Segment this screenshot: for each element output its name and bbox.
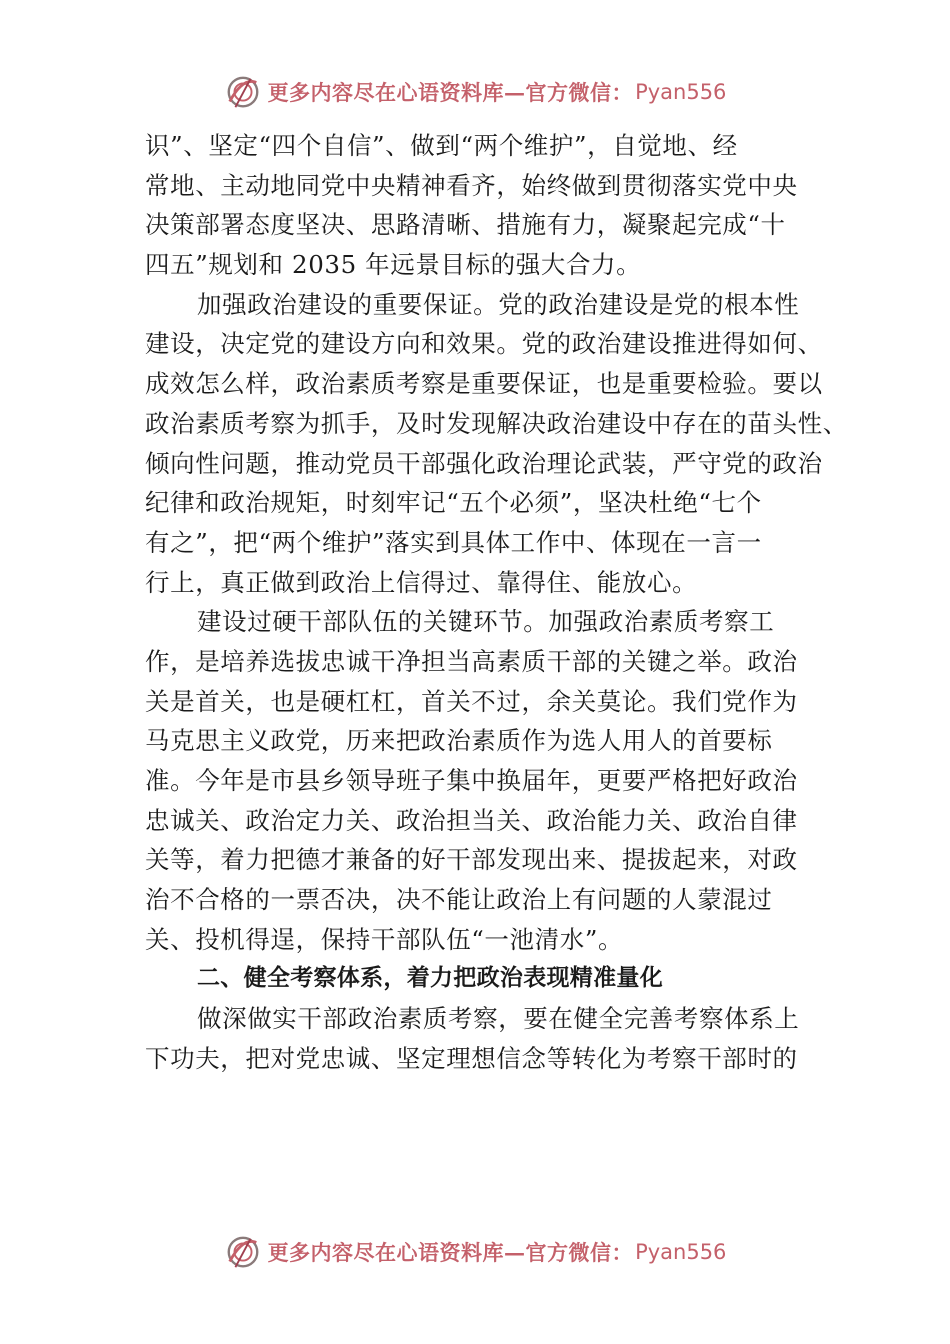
text-line: 纪律和政治规矩，时刻牢记“五个必须”，坚决杜绝“七个 — [145, 488, 762, 518]
text-line: 建设，决定党的建设方向和效果。党的政治建设推进得如何、 — [145, 329, 823, 359]
text-line: 马克思主义政党，历来把政治素质作为选人用人的首要标 — [145, 726, 773, 756]
logo-icon — [224, 1233, 262, 1271]
text-line: 成效怎么样，政治素质考察是重要保证，也是重要检验。要以 — [145, 369, 823, 399]
text-line: 加强政治建设的重要保证。党的政治建设是党的根本性 — [197, 289, 800, 319]
text-line: 下功夫，把对党忠诚、坚定理想信念等转化为考察干部时的 — [145, 1043, 798, 1073]
text-line: 决策部署态度坚决、思路清晰、措施有力，凝聚起完成“十 — [145, 210, 786, 240]
text-line: 行上，真正做到政治上信得过、靠得住、能放心。 — [145, 567, 698, 597]
text-line: 关等，着力把德才兼备的好干部发现出来、提拔起来，对政 — [145, 845, 798, 875]
text-line: 常地、主动地同党中央精神看齐，始终做到贯彻落实党中央 — [145, 170, 798, 200]
text-line: 四五”规划和 2035 年远景目标的强大合力。 — [145, 250, 642, 280]
logo-icon — [224, 73, 262, 111]
text-line: 作，是培养选拔忠诚干净担当高素质干部的关键之举。政治 — [145, 646, 798, 676]
footer-watermark — [0, 1230, 950, 1274]
text-line: 建设过硬干部队伍的关键环节。加强政治素质考察工 — [197, 607, 775, 637]
header-watermark — [0, 70, 950, 114]
text-line: 有之”，把“两个维护”落实到具体工作中、体现在一言一 — [145, 527, 762, 557]
text-line: 忠诚关、政治定力关、政治担当关、政治能力关、政治自律 — [145, 805, 798, 835]
text-line: 政治素质考察为抓手，及时发现解决政治建设中存在的苗头性、 — [145, 408, 848, 438]
text-line: 关、投机得逞，保持干部队伍“一池清水”。 — [145, 924, 624, 954]
text-line: 关是首关，也是硬杠杠，首关不过，余关莫论。我们党作为 — [145, 686, 798, 716]
header-watermark-text: 更多内容尽在心语资料库—官方微信： — [267, 80, 634, 105]
header-watermark-code: Pyan556 — [635, 80, 727, 104]
footer-watermark-text: 更多内容尽在心语资料库—官方微信： — [267, 1240, 634, 1265]
document-body — [145, 126, 848, 1079]
section-heading: 二、健全考察体系，着力把政治表现精准量化 — [197, 965, 663, 992]
text-line: 治不合格的一票否决，决不能让政治上有问题的人蒙混过 — [145, 885, 773, 915]
footer-watermark-code: Pyan556 — [635, 1240, 727, 1264]
text-line: 做深做实干部政治素质考察，要在健全完善考察体系上 — [197, 1004, 800, 1034]
text-line: 识”、坚定“四个自信”、做到“两个维护”，自觉地、经 — [145, 131, 738, 160]
text-line: 倾向性问题，推动党员干部强化政治理论武装，严守党的政治 — [145, 448, 823, 478]
text-line: 准。今年是市县乡领导班子集中换届年，更要严格把好政治 — [145, 766, 798, 795]
